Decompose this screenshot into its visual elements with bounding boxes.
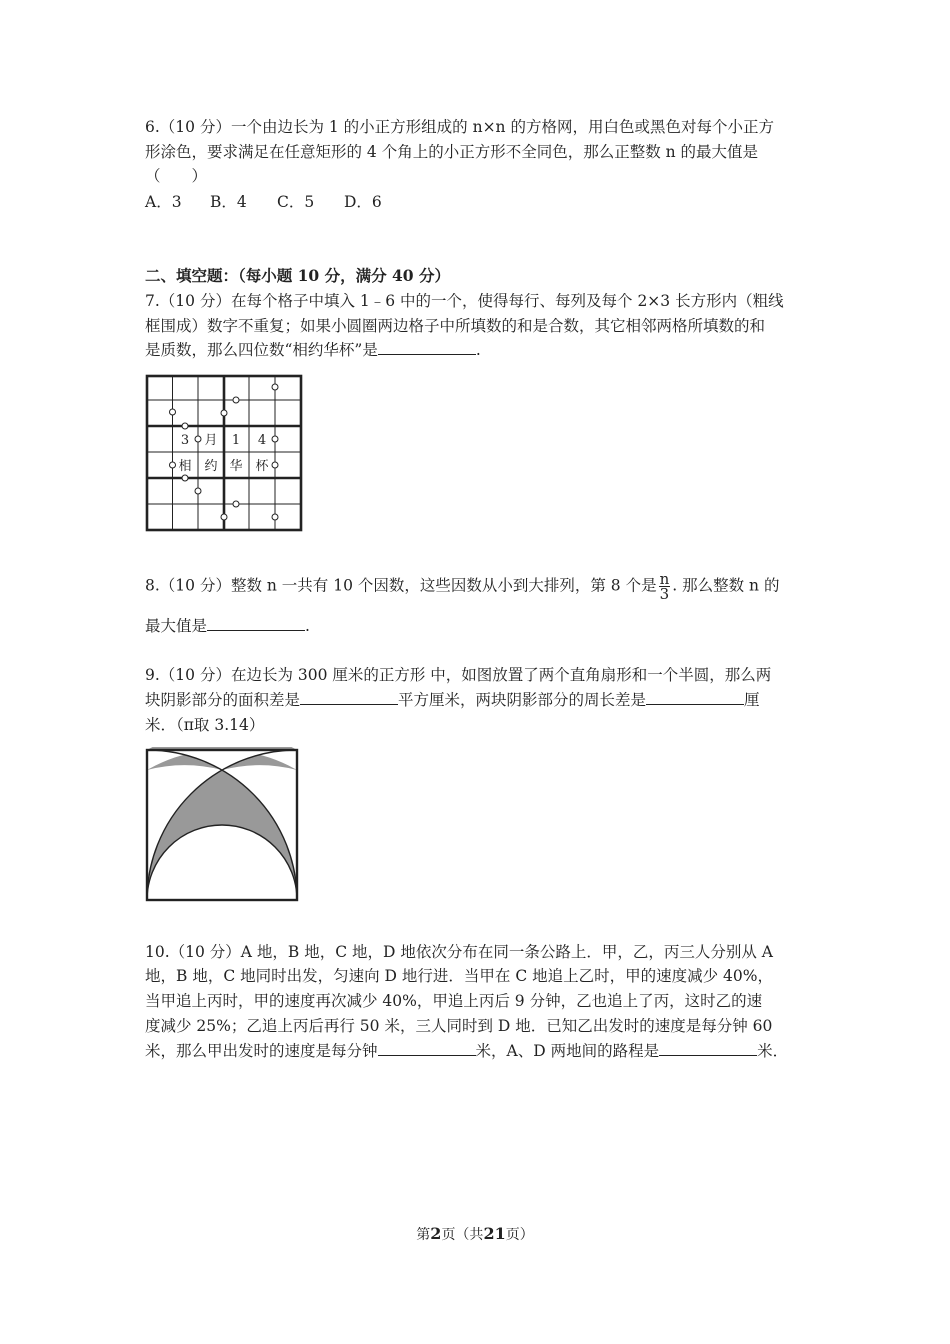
q7-answer-blank[interactable] [378, 339, 476, 355]
q10-line5-mid: 米，A、D 两地间的路程是 [475, 1042, 660, 1060]
q6-line2: 形涂色，要求满足在任意矩形的 4 个角上的小正方形不全同色，那么正整数 n 的最大值是 [145, 143, 759, 161]
q8-line1-text: 8.（10 分）整数 n 一共有 10 个因数，这些因数从小到大排列，第 8 个是 [145, 576, 657, 595]
q10-line1: 10.（10 分）A 地，B 地，C 地，D 地依次分布在同一条公路上．甲，乙，丙三人分别从 A [145, 943, 774, 961]
q10-line2: 地，B 地，C 地同时出发，匀速向 D 地行进．当甲在 C 地追上乙时，甲的速度减少 40%， [145, 967, 773, 985]
q8-line2 [145, 614, 310, 639]
page-footer [0, 1224, 950, 1244]
q9-line3: 米．（π取 3.14） [145, 716, 265, 734]
q9-line2-text: 块阴影部分的面积差是 [145, 691, 301, 709]
grid-circle [233, 397, 239, 403]
q10-line4: 度减少 25%；乙追上丙后再行 50 米，三人同时到 D 地．已知乙出发时的速度是每分钟 60 [145, 1017, 773, 1035]
q9-area-blank[interactable] [300, 689, 398, 705]
grid-circle [272, 384, 278, 390]
q10-line5-end: 米． [757, 1042, 789, 1060]
q9-line2-mid: 平方厘米，两块阴影部分的周长差是 [398, 691, 647, 709]
q10-line5-text: 米，那么甲出发时的速度是每分钟 [145, 1042, 378, 1060]
grid-cell-text: 月 [204, 433, 218, 448]
q9-line2 [145, 688, 760, 713]
grid-cell-text: 华 [229, 459, 243, 474]
section-title: 二、填空题：（每小题 10 分，满分 40 分） [145, 266, 450, 285]
q7-grid-figure [145, 374, 305, 532]
footer-total-pages: 21 [483, 1224, 506, 1243]
footer-suffix: 页） [505, 1227, 534, 1243]
q9-line2-end: 厘 [744, 691, 760, 709]
q6-option-c: C．5 [277, 193, 315, 211]
q8-line1-end: . 那么整数 n 的 [672, 576, 780, 595]
grid-cell-text: 3 [180, 433, 190, 448]
q8-line1 [145, 572, 779, 601]
q9-square-figure [144, 747, 300, 903]
footer-prefix: 第 [416, 1227, 431, 1243]
q6-option-d: D．6 [344, 193, 382, 211]
grid-circle [272, 462, 278, 468]
q10-speed-blank[interactable] [378, 1040, 476, 1056]
q8-line2-text: 最大值是 [145, 617, 208, 635]
grid-circle [182, 475, 188, 481]
q10-line5 [145, 1039, 788, 1064]
q10-distance-blank[interactable] [659, 1040, 757, 1056]
grid-cell-text: 约 [204, 459, 218, 474]
q6-line1: 6.（10 分）一个由边长为 1 的小正方形组成的 n×n 的方格网，用白色或黑色对每个小正方 [145, 118, 774, 136]
footer-page-number: 2 [430, 1224, 442, 1243]
grid-circle [195, 488, 201, 494]
q9-perimeter-blank[interactable] [646, 689, 744, 705]
grid-circle [195, 436, 201, 442]
grid-cell-text: 1 [231, 433, 241, 448]
fraction-denominator: 3 [659, 585, 670, 603]
grid-cell-text: 相 [178, 459, 192, 474]
footer-middle: 页（共 [441, 1227, 484, 1243]
grid-circle [170, 462, 176, 468]
grid-cell-text: 杯 [255, 459, 269, 474]
q10-line3: 当甲追上丙时，甲的速度再次减少 40%，甲追上丙后 9 分钟，乙也追上了丙，这时乙的速 [145, 992, 763, 1010]
q7-line3-text: 是质数，那么四位数“相约华杯”是 [145, 341, 378, 359]
grid-circle [182, 423, 188, 429]
q7-line1: 7.（10 分）在每个格子中填入 1﹣6 中的一个，使得每行、每列及每个 2×3 长方形内（粗线 [145, 292, 784, 310]
q9-line1: 9.（10 分）在边长为 300 厘米的正方形 中，如图放置了两个直角扇形和一个半圆，那么两 [145, 666, 772, 684]
grid-circle [221, 514, 227, 520]
grid-circle [170, 409, 176, 415]
q6-line3: （ ） [145, 167, 208, 185]
grid-circle [221, 410, 227, 416]
q8-answer-blank[interactable] [207, 615, 305, 631]
q6-option-b: B．4 [210, 193, 247, 211]
grid-circle [272, 436, 278, 442]
fraction-n-over-3 [659, 572, 671, 601]
q6-option-a: A．3 [145, 193, 182, 211]
grid-circle [233, 501, 239, 507]
q7-line3-end: . [475, 341, 481, 359]
grid-cell-text: 4 [257, 433, 267, 448]
q8-line2-end: . [305, 617, 310, 635]
grid-circle [272, 514, 278, 520]
q7-line3 [145, 338, 481, 363]
fraction-numerator: n [659, 570, 670, 588]
q7-line2: 框围成）数字不重复；如果小圆圈两边格子中所填数的和是合数，其它相邻两格所填数的和 [145, 317, 766, 335]
